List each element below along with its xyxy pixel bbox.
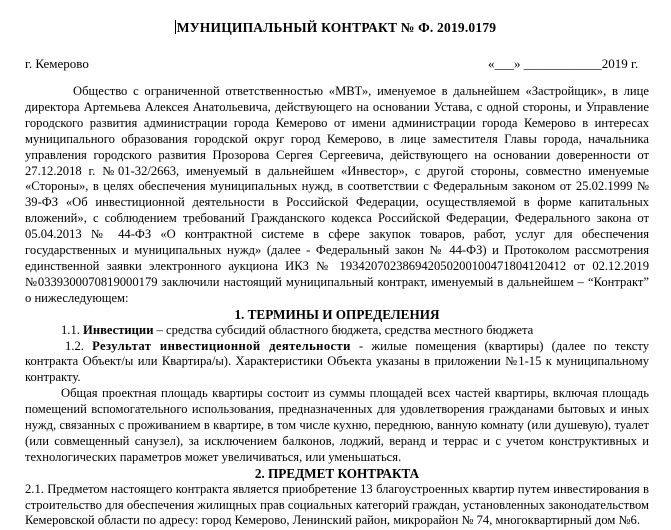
preamble-paragraph: Общество с ограниченной ответственностью «МВТ», именуемое в дальнейшем «Застройщик», в лице директора Артемьева Алексея Анатольевича, действующего на основании Устава, с одной стороны, и Управление городского развития администрации города Кемерово от имени администрации города Кемерово в интересах муниципального образования городской округ город Кемерово, в лице заместителя Главы города, начальника управления городского развития Прозорова Сергея Сергеевича, действующего на основании доверенности от 27.12.2018 г. №01-32/2663, именуемый в дальнейшем «Инвестор», с другой стороны, совместно именуемые «Стороны», в целях обеспечения муниципальных нужд, в соответствии с Федеральным законом от 25.02.1999 № 39-ФЗ «Об инвестиционной деятельности в Российской Федерации, осуществляемой в форме капитальных вложений», с соблюдением требований Гражданского кодекса Российской Федерации, Федерального закона от 05.04.2013 № 44-ФЗ «О контрактной системе в сфере закупок товаров, работ, услуг для обеспечения государственных и муниципальных нужд» (далее - Федеральный закон № 44-ФЗ) и Протоколом рассмотрения единственной заявки электронного аукциона ИКЗ № 193420702386942050200100471804120412 от 02.12.2019 №0339300070819000179 заключили настоящий муниципальный контракт, именуемый в дальнейшем – “Контракт” о нижеследующем: xyxy=(25,84,649,305)
definition-1-2: 1.2. Результат инвестиционной деятельности - жилые помещения (квартиры) (далее по тексту контракта Объект/ы или Квартира/ы). Характеристики Объекта указаны в приложении №1-15 к муниципальному контракту. xyxy=(25,338,649,385)
subject-2-1: 2.1. Предметом настоящего контракта является приобретение 13 благоустроенных квартир путем инвестирования в строительство для обеспечения жилищных прав социальных категорий граждан, установленных законодательством Кемеровской области по адресу: город Кемерово, Ленинский район, микрорайон № 74, многоквартирный дом №6. xyxy=(25,481,649,528)
area-paragraph: Общая проектная площадь квартиры состоит из суммы площадей всех частей квартиры, включая площадь помещений вспомогательного использования, предназначенных для удовлетворения гражданами бытовых и иных нужд, связанных с проживанием в квартире, в том числе кухню, переднюю, ванную комнату (или душевую), туалет (или совмещенный санузел), за исключением балконов, лоджий, веранд и террас и с учетом конструктивных и технологических параметров может увеличиваться, или уменьшаться. xyxy=(25,386,649,464)
section1-heading: 1. ТЕРМИНЫ И ОПРЕДЕЛЕНИЯ xyxy=(234,306,440,322)
contract-title: МУНИЦИПАЛЬНЫЙ КОНТРАКТ № Ф. 2019.0179 xyxy=(176,20,497,35)
contract-body xyxy=(25,84,649,529)
text-cursor xyxy=(175,20,176,34)
section2-heading: 2. ПРЕДМЕТ КОНТРАКТА xyxy=(254,465,420,481)
definition-1-1: 1.1. Инвестиции – средства субсидий областного бюджета, средства местного бюджета xyxy=(61,322,534,337)
city-label: г. Кемерово xyxy=(25,56,89,71)
date-field[interactable]: «___» ____________2019 г. xyxy=(488,56,639,71)
